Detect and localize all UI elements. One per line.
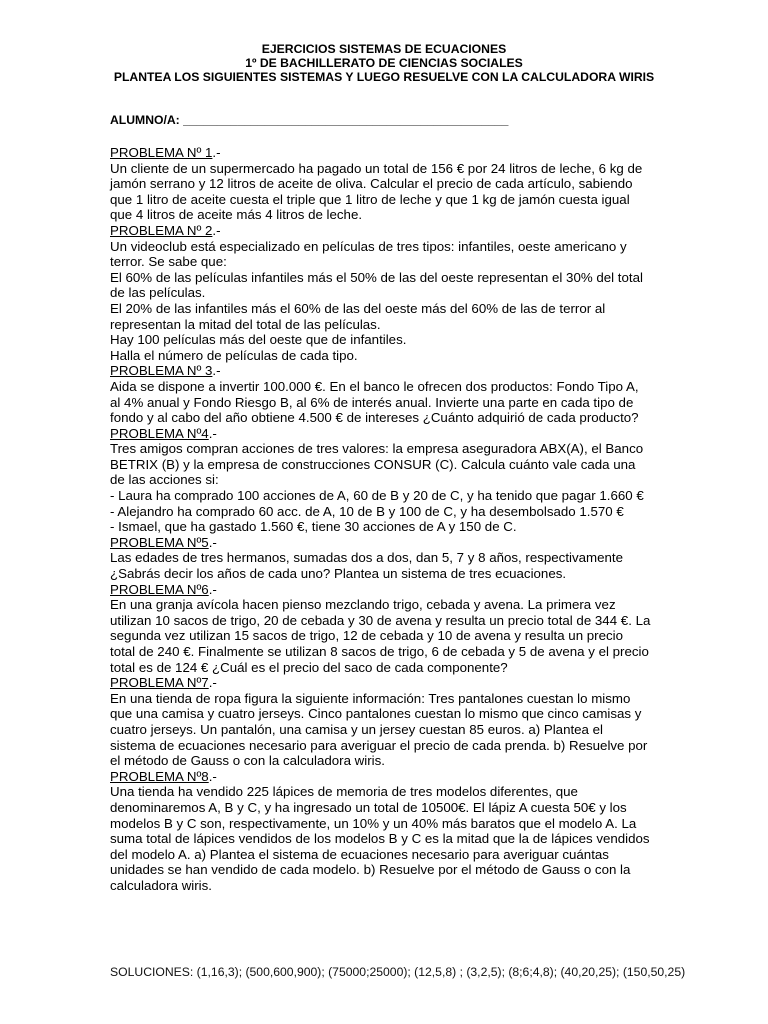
problem-text-line: - Laura ha comprado 100 acciones de A, 60 de B y 20 de C, y ha tenido que pagar 1.660 €: [110, 488, 644, 504]
problem-title-suffix: .-: [208, 675, 217, 691]
problem-text-line: - Ismael, que ha gastado 1.560 €, tiene 30 acciones de A y 150 de C.: [110, 519, 517, 535]
problem-text-line: En una tienda de ropa figura la siguiente información: Tres pantalones cuestan lo mismo: [110, 690, 631, 706]
problem-title: PROBLEMA Nº8: [110, 768, 209, 784]
student-name-field: ALUMNO/A: ________________________________________________: [110, 113, 509, 127]
problem-3: [110, 363, 662, 425]
problem-text-line: que 4 litros de aceite más 4 litros de leche.: [110, 207, 363, 223]
problem-title: PROBLEMA Nº6: [110, 581, 209, 597]
problem-text-line: suma total de lápices vendidos de los modelos B y C es la mitad que la de lápices vendidos: [110, 831, 650, 847]
problem-title: PROBLEMA Nº5: [110, 534, 209, 550]
problem-title: PROBLEMA Nº7: [110, 675, 209, 691]
problem-heading: [110, 363, 662, 379]
problem-text-line: El 20% de las infantiles más el 60% de las del oeste más del 60% de las de terror al: [110, 300, 606, 316]
problem-title-suffix: .-: [208, 581, 217, 597]
problem-text-line: total es de 124 € ¿Cuál es el precio del saco de cada componente?: [110, 659, 508, 675]
problem-heading: [110, 223, 662, 239]
problem-7: [110, 675, 662, 769]
problem-title: PROBLEMA Nº 1: [110, 145, 213, 160]
problem-text-line: de las acciones si:: [110, 472, 219, 488]
problem-text-line: total de 240 €. Finalmente se utilizan 8 sacos de trigo, 6 de cebada y 5 de avena y el precio: [110, 644, 649, 659]
problem-1: [110, 145, 662, 223]
problem-title-suffix: .-: [208, 768, 217, 784]
problem-text-line: Tres amigos compran acciones de tres valores: la empresa aseguradora ABX(A), el Banco: [110, 441, 644, 457]
problem-text-line: fondo y al cabo del año obtiene 4.500 € de intereses ¿Cuánto adquirió de cada producto?: [110, 410, 639, 426]
problem-title: PROBLEMA Nº 3: [110, 363, 213, 379]
problems-list: [110, 145, 662, 894]
header-course: 1º DE BACHILLERATO DE CIENCIAS SOCIALES: [245, 56, 523, 70]
problem-text-line: segunda vez utilizan 15 sacos de trigo, 12 de cebada y 10 de avena y resulta un precio: [110, 628, 624, 644]
problem-text-line: Hay 100 películas más del oeste que de infantiles.: [110, 332, 407, 348]
problem-text-line: de las películas.: [110, 285, 206, 301]
problem-text-line: sistema de ecuaciones necesario para averiguar el precio de cada prenda. b) Resuelve por: [110, 737, 648, 753]
problem-text-line: jamón serrano y 12 litros de aceite de oliva. Calcular el precio de cada artículo, sabiendo: [110, 176, 633, 192]
problem-text-line: cuatro jerseys. Un pantalón, una camisa y un jersey cuestan 85 euros. a) Plantea el: [110, 721, 603, 737]
problem-text-line: El 60% de las películas infantiles más el 50% de las del oeste representan el 30% del total: [110, 269, 643, 285]
problem-8: [110, 769, 662, 894]
header-title: EJERCICIOS SISTEMAS DE ECUACIONES: [261, 42, 507, 56]
problem-text-line: BETRIX (B) y la empresa de construcciones CONSUR (C). Calcula cuánto vale cada una: [110, 456, 636, 472]
problem-heading: [110, 769, 662, 785]
problem-text-line: Una tienda ha vendido 225 lápices de memoria de tres modelos diferentes, que: [110, 784, 578, 800]
problem-text-line: al 4% anual y Fondo Riesgo B, al 6% de interés anual. Invierte una parte en cada tipo de: [110, 394, 634, 410]
problem-6: [110, 582, 662, 676]
problem-text-line: que 1 litro de aceite cuesta el triple que 1 litro de leche y que 1 kg de jamón cuesta igual: [110, 191, 630, 207]
problem-4: [110, 426, 662, 535]
problem-text-line: - Alejandro ha comprado 60 acc. de A, 10 de B y 100 de C, y ha desembolsado 1.570 €: [110, 503, 624, 519]
problem-text-line: utilizan 10 sacos de trigo, 20 de cebada y 30 de avena y resulta un precio total de 344 €. La: [110, 612, 651, 628]
problem-text-line: unidades se han vendido de cada modelo. b) Resuelve por el método de Gauss o con la: [110, 862, 631, 878]
problem-title-suffix: .-: [212, 145, 221, 160]
problem-title: PROBLEMA Nº4: [110, 425, 209, 441]
problem-text-line: terror. Se sabe que:: [110, 254, 227, 270]
problem-heading: [110, 535, 662, 551]
problem-text-line: representan la mitad del total de las películas.: [110, 316, 381, 332]
problem-text-line: modelos B y C son, respectivamente, un 10% y un 40% más baratos que el modelo A. La: [110, 815, 637, 831]
problem-title-suffix: .-: [208, 425, 217, 441]
problem-title-suffix: .-: [208, 534, 217, 550]
problem-text-line: Un videoclub está especializado en películas de tres tipos: infantiles, oeste americano y: [110, 238, 627, 254]
problem-text-line: Las edades de tres hermanos, sumadas dos a dos, dan 5, 7 y 8 años, respectivamente: [110, 550, 623, 566]
problem-text-line: En una granja avícola hacen pienso mezclando trigo, cebada y avena. La primera vez: [110, 597, 616, 613]
document-header: [0, 42, 768, 84]
problem-heading: [110, 426, 662, 442]
problem-text-line: calculadora wiris.: [110, 877, 212, 893]
problem-text-line: denominaremos A, B y C, y ha ingresado un total de 10500€. El lápiz A cuesta 50€ y los: [110, 799, 627, 815]
problem-text-line: que una camisa y cuatro jerseys. Cinco pantalones cuestan lo mismo que cinco camisas y: [110, 706, 642, 722]
problem-2: [110, 223, 662, 363]
problem-text-line: el método de Gauss o con la calculadora wiris.: [110, 753, 385, 769]
solutions-line: SOLUCIONES: (1,16,3); (500,600,900); (75000;25000); (12,5,8) ; (3,2,5); (8;6;4,8); (40,20,25); (150,50,25): [110, 965, 686, 979]
header-instructions: PLANTEA LOS SIGUIENTES SISTEMAS Y LUEGO RESUELVE CON LA CALCULADORA WIRIS: [113, 70, 655, 84]
problem-text-line: Halla el número de películas de cada tipo.: [110, 347, 358, 363]
problem-text-line: Aida se dispone a invertir 100.000 €. En el banco le ofrecen dos productos: Fondo Tipo A,: [110, 378, 639, 394]
problem-title-suffix: .-: [212, 363, 221, 379]
problem-text-line: Un cliente de un supermercado ha pagado un total de 156 € por 24 litros de leche, 6 kg de: [110, 160, 643, 176]
problem-text-line: del modelo A. a) Plantea el sistema de ecuaciones necesario para averiguar cuántas: [110, 846, 609, 862]
problem-heading: [110, 145, 662, 161]
problem-title: PROBLEMA Nº 2: [110, 222, 213, 238]
problem-heading: [110, 675, 662, 691]
problem-5: [110, 535, 662, 582]
problem-title-suffix: .-: [212, 222, 221, 238]
problem-heading: [110, 582, 662, 598]
problem-text-line: ¿Sabrás decir los años de cada uno? Plantea un sistema de tres ecuaciones.: [110, 566, 567, 582]
